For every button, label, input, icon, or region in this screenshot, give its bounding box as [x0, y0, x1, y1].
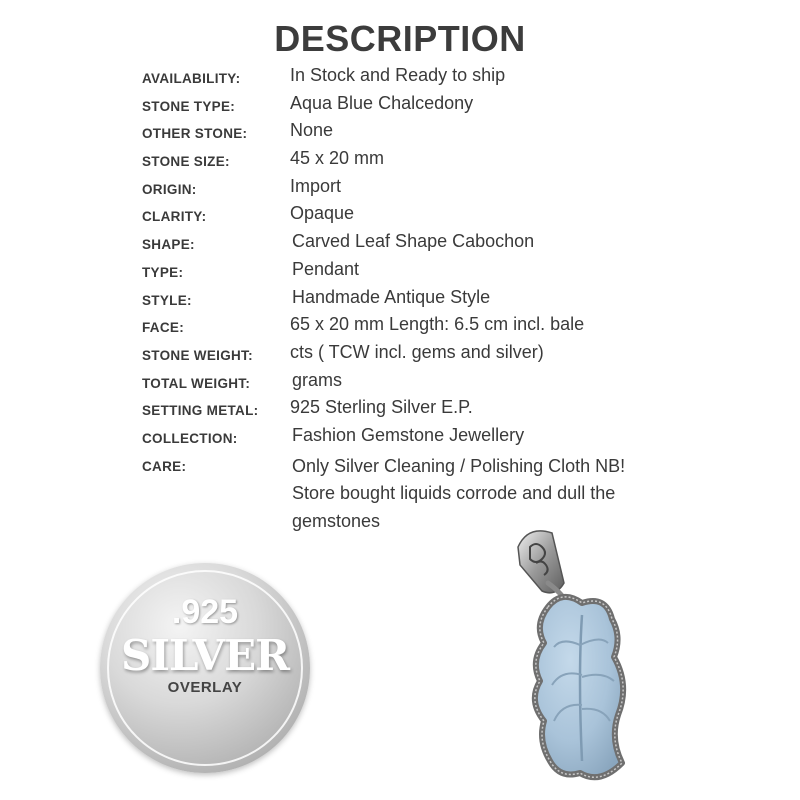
spec-value: grams	[292, 369, 343, 390]
spec-row-other-stone	[142, 119, 782, 147]
spec-row-origin	[142, 175, 782, 203]
spec-value: Import	[290, 175, 342, 196]
spec-value: Fashion Gemstone Jewellery	[292, 424, 525, 445]
spec-label: SETTING METAL:	[142, 403, 259, 419]
spec-label: SHAPE:	[142, 237, 195, 253]
spec-value: Pendant	[292, 258, 360, 279]
page-title: DESCRIPTION	[274, 18, 526, 59]
spec-value: 925 Sterling Silver E.P.	[290, 397, 473, 418]
badge-purity: .925	[171, 593, 239, 631]
pendant-image	[490, 525, 680, 795]
spec-table	[142, 64, 782, 531]
spec-label: STONE WEIGHT:	[142, 347, 253, 363]
spec-value: In Stock and Ready to ship	[290, 65, 506, 85]
badge-overlay-label: OVERLAY	[167, 679, 243, 696]
spec-label: AVAILABILITY:	[142, 71, 241, 86]
spec-value: Only Silver Cleaning / Polishing Cloth NB! Store bought liquids corrode and dull the gemstones	[292, 455, 626, 531]
spec-row-care	[142, 452, 782, 531]
spec-row-clarity	[142, 202, 782, 230]
spec-row-stone-weight	[142, 341, 782, 369]
spec-row-total-weight	[142, 369, 782, 397]
silver-overlay-badge	[100, 563, 310, 773]
pendant-stone	[535, 597, 623, 777]
spec-value: 65 x 20 mm Length: 6.5 cm incl. bale	[290, 314, 585, 335]
spec-value: None	[290, 120, 334, 141]
spec-label: STONE SIZE:	[142, 154, 230, 170]
spec-value: Opaque	[290, 203, 355, 224]
spec-value: cts ( TCW incl. gems and silver)	[290, 341, 544, 362]
spec-value: Aqua Blue Chalcedony	[290, 92, 474, 113]
spec-label: TOTAL WEIGHT:	[142, 375, 251, 391]
spec-value: Carved Leaf Shape Cabochon	[292, 231, 535, 252]
spec-label: STYLE:	[142, 292, 192, 308]
spec-label: TYPE:	[142, 264, 184, 280]
spec-row-style	[142, 286, 782, 314]
spec-label: ORIGIN:	[142, 181, 197, 197]
spec-row-stone-size	[142, 147, 782, 175]
spec-row-availability	[142, 64, 782, 92]
spec-row-shape	[142, 230, 782, 258]
spec-row-stone-type	[142, 92, 782, 120]
spec-label: STONE TYPE:	[142, 98, 236, 114]
spec-row-setting-metal	[142, 396, 782, 424]
spec-row-collection	[142, 424, 782, 452]
spec-label: COLLECTION:	[142, 430, 238, 446]
badge-metal: SILVER	[120, 631, 290, 680]
spec-value: 45 x 20 mm	[290, 148, 385, 169]
spec-row-face	[142, 313, 782, 341]
spec-value: Handmade Antique Style	[292, 286, 491, 307]
spec-row-type	[142, 258, 782, 286]
spec-label: CLARITY:	[142, 209, 207, 225]
spec-label: FACE:	[142, 320, 184, 336]
spec-label: OTHER STONE:	[142, 126, 248, 142]
spec-label: CARE:	[142, 458, 187, 474]
